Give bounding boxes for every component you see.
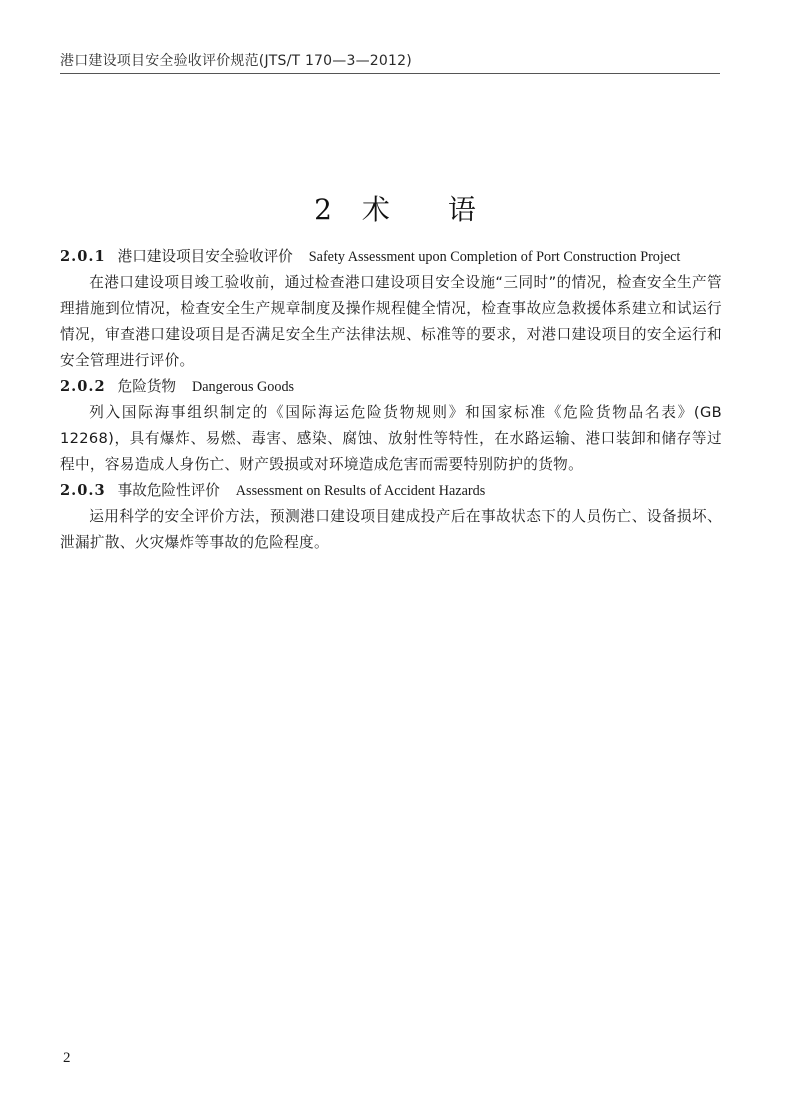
term-english: Safety Assessment upon Completion of Port Construction Project (308, 249, 681, 265)
clause-number: 2.0.3 (60, 482, 106, 499)
chapter-title (0, 188, 790, 228)
term-chinese: 事故危险性评价 (117, 482, 220, 499)
term-chinese: 港口建设项目安全验收评价 (117, 248, 293, 265)
term-definition: 运用科学的安全评价方法，预测港口建设项目建成投产后在事故状态下的人员伤亡、设备损坏、泄漏扩散、火灾爆炸等事故的危险程度。 (60, 508, 722, 551)
header-rule (60, 73, 720, 74)
page-number: 2 (63, 1050, 71, 1066)
terms-body (60, 244, 722, 556)
term-chinese: 危险货物 (117, 378, 177, 395)
term-definition: 列入国际海事组织制定的《国际海运危险货物规则》和国家标准《危险货物品名表》(GB 12268)，具有爆炸、易燃、毒害、感染、腐蚀、放射性等特性，在水路运输、港口装卸和储存等过程中，容易造成人身伤亡、财产毁损或对环境造成危害而需要特别防护的货物。 (60, 404, 722, 473)
running-header: 港口建设项目安全验收评价规范(JTS/T 170—3—2012) (60, 53, 412, 69)
term-heading (60, 478, 722, 504)
term-definition: 在港口建设项目竣工验收前，通过检查港口建设项目安全设施“三同时”的情况，检查安全生产管理措施到位情况，检查安全生产规章制度及操作规程健全情况，检查事故应急救援体系建立和试运行情况，审查港口建设项目是否满足安全生产法律法规、标准等的要求，对港口建设项目的安全运行和安全管理进行评价。 (60, 274, 722, 369)
chapter-title-char-1: 术 (361, 193, 390, 226)
term-english: Assessment on Results of Accident Hazards (235, 483, 486, 499)
term-english: Dangerous Goods (192, 379, 295, 395)
term-heading (60, 374, 722, 400)
term-heading (60, 244, 722, 270)
clause-number: 2.0.1 (60, 248, 106, 265)
chapter-title-char-2: 语 (447, 193, 476, 226)
clause-number: 2.0.2 (60, 378, 106, 395)
chapter-number: 2 (314, 193, 332, 226)
